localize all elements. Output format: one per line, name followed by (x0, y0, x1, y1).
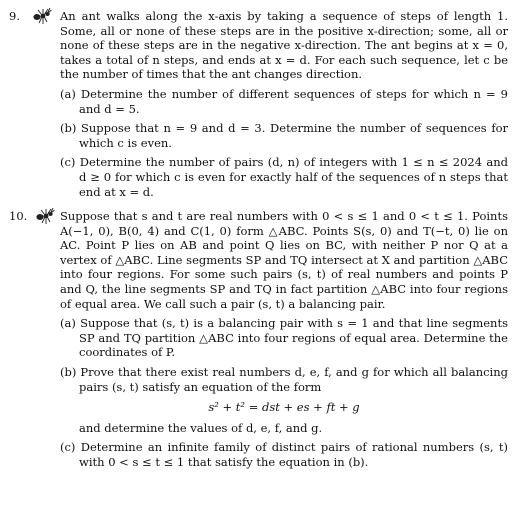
equation: s² + t² = dst + es + ft + g (208, 400, 360, 415)
part-a: (a) Suppose that (s, t) is a balancing pair with s = 1 and that line segments SP and TQ partition △ABC into four regions of equal area. Determine the coordinates of P. (60, 316, 508, 360)
part-b: (b) Prove that there exist real numbers d, e, f, and g for which all balancing pairs (s, t) satisfy an equation of the form (60, 364, 508, 394)
ant-icon (33, 206, 55, 226)
part-c: (c) Determine an infinite family of distinct pairs of rational numbers (s, t) with 0 < s ≤ t ≤ 1 that satisfy the equation in (b). (60, 440, 508, 469)
part-b: (b) Suppose that n = 9 and d = 3. Determine the number of sequences for which c is even. (60, 121, 508, 150)
problem-number: 10. (9, 209, 28, 223)
problem-number: 9. (9, 9, 20, 23)
ant-icon (30, 6, 52, 26)
problem-body (60, 9, 508, 199)
part-b-continuation: and determine the values of d, e, f, and g. (79, 420, 323, 435)
part-c: (c) Determine the number of pairs (d, n) of integers with 1 ≤ n ≤ 2024 and d ≥ 0 for which c is even for exactly half of the sequences of n steps that end at x = d. (60, 155, 508, 199)
problem-intro: Suppose that s and t are real numbers with 0 < s ≤ 1 and 0 < t ≤ 1. Points A(−1, 0), B(0, 4) and C(1, 0) form △ABC. Points S(s, 0) and T(−t, 0) lie on AC. Point P lies on AB and point Q lies on BC, with neither P nor Q at a vertex of △ABC. Line segments SP and TQ intersect at X and partition △ABC into four regions. For some such pairs (s, t) of real numbers and points P and Q, the line segments SP and TQ in fact partition △ABC into four regions of equal area. We call such a pair (s, t) a balancing pair. (60, 209, 508, 311)
problem-body (60, 209, 508, 470)
part-a: (a) Determine the number of different sequences of steps for which n = 9 and d = 5. (60, 86, 508, 116)
problem-intro: An ant walks along the x-axis by taking a sequence of steps of length 1. Some, all or none of these steps are in the positive x-direction; some, all or none of these steps are in the negative x-direction. The ant begins at x = 0, takes a total of n steps, and ends at x = d. For each such sequence, let c be the number of times that the ant changes direction. (60, 9, 508, 82)
